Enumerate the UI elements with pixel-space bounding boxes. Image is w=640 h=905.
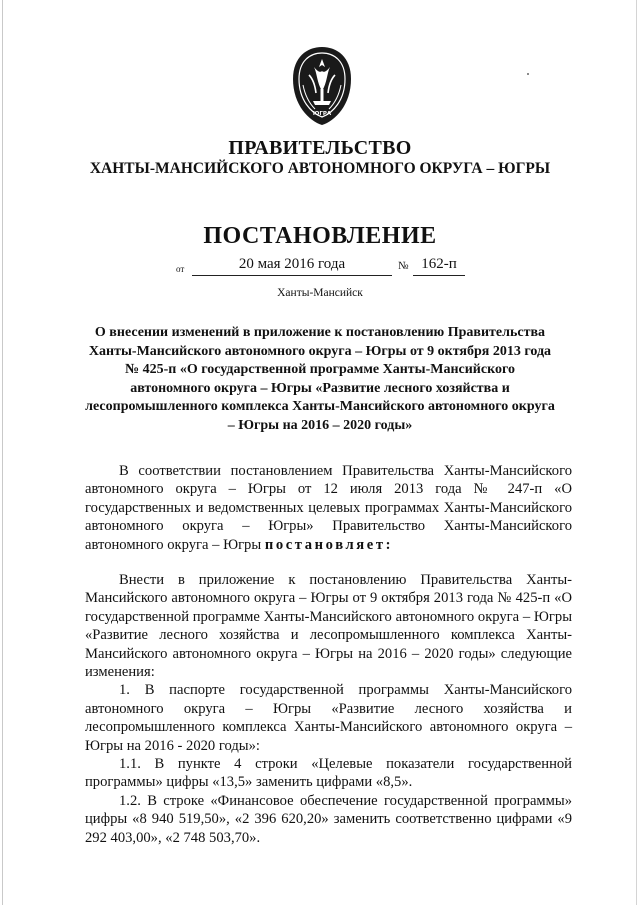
preamble-block xyxy=(85,462,572,554)
document-subject: О внесении изменений в приложение к постановлению Правительства Ханты-Мансийского автономного округа – Югры от 9 октября 2013 года № 425-п «О государственной программе Ханты-Мансийского автономного округа – Югры «Развитие лесного хозяйства и лесопромышленного комплекса Ханты-Мансийского автономного округа – Югры на 2016 – 2020 годы» xyxy=(85,325,555,433)
scan-edge-right xyxy=(636,0,637,905)
scan-speck xyxy=(527,73,529,75)
emblem-caption: ЮГРА xyxy=(312,111,332,117)
government-title: ПРАВИТЕЛЬСТВО xyxy=(228,137,412,159)
amendment-item-1: 1. В паспорте государственной программы Ханты-Мансийского автономного округа – Югры «Развитие лесного хозяйства и лесопромышленного комплекса Ханты-Мансийского автономного округа – Югры на 2016 - 2020 годы»: xyxy=(85,682,572,754)
region-title: ХАНТЫ-МАНСИЙСКОГО АВТОНОМНОГО ОКРУГА – ЮГРЫ xyxy=(89,160,551,177)
date-underline xyxy=(192,275,392,276)
document-type-title: ПОСТАНОВЛЕНИЕ xyxy=(203,223,437,249)
document-number: 162-п xyxy=(421,256,457,272)
date-prefix: от xyxy=(176,264,185,274)
document-date: 20 мая 2016 года xyxy=(238,256,346,272)
scan-edge-left xyxy=(2,0,3,905)
number-underline xyxy=(413,275,465,276)
amendment-intro: Внести в приложение к постановлению Правительства Ханты-Мансийского автономного округа – Югры от 9 октября 2013 года № 425-п «О государственной программе Ханты-Мансийского автономного округа – Югры «Развитие лесного хозяйства и лесопромышленного комплекса Ханты-Мансийского автономного округа – Югры на 2016 – 2020 годы» следующие изменения: xyxy=(85,572,572,681)
coat-of-arms-emblem xyxy=(289,45,355,127)
amendment-item-1-1: 1.1. В пункте 4 строки «Целевые показатели государственной программы» цифры «13,5» заменить цифрами «8,5». xyxy=(85,756,572,791)
resolves-keyword: постановляет: xyxy=(264,536,394,553)
preamble-text: В соответствии постановлением Правительства Ханты-Мансийского автономного округа – Югры от 12 июля 2013 года № 247-п «О государственных и ведомственных целевых программах Ханты-Мансийского автономного округа – Югры» Правительство Ханты-Мансийского автономного округа – Югры xyxy=(85,463,572,553)
preamble-paragraph xyxy=(85,462,572,554)
amendments-block xyxy=(85,571,572,847)
amendment-item-1-2: 1.2. В строке «Финансовое обеспечение государственной программы» цифры «8 940 519,50», «2 396 620,20» заменить соответственно цифрами «9 292 403,00», «2 748 503,70». xyxy=(85,792,572,846)
city-name: Ханты-Мансийск xyxy=(277,287,363,299)
number-prefix: № xyxy=(398,260,409,272)
date-number-row xyxy=(176,256,466,278)
